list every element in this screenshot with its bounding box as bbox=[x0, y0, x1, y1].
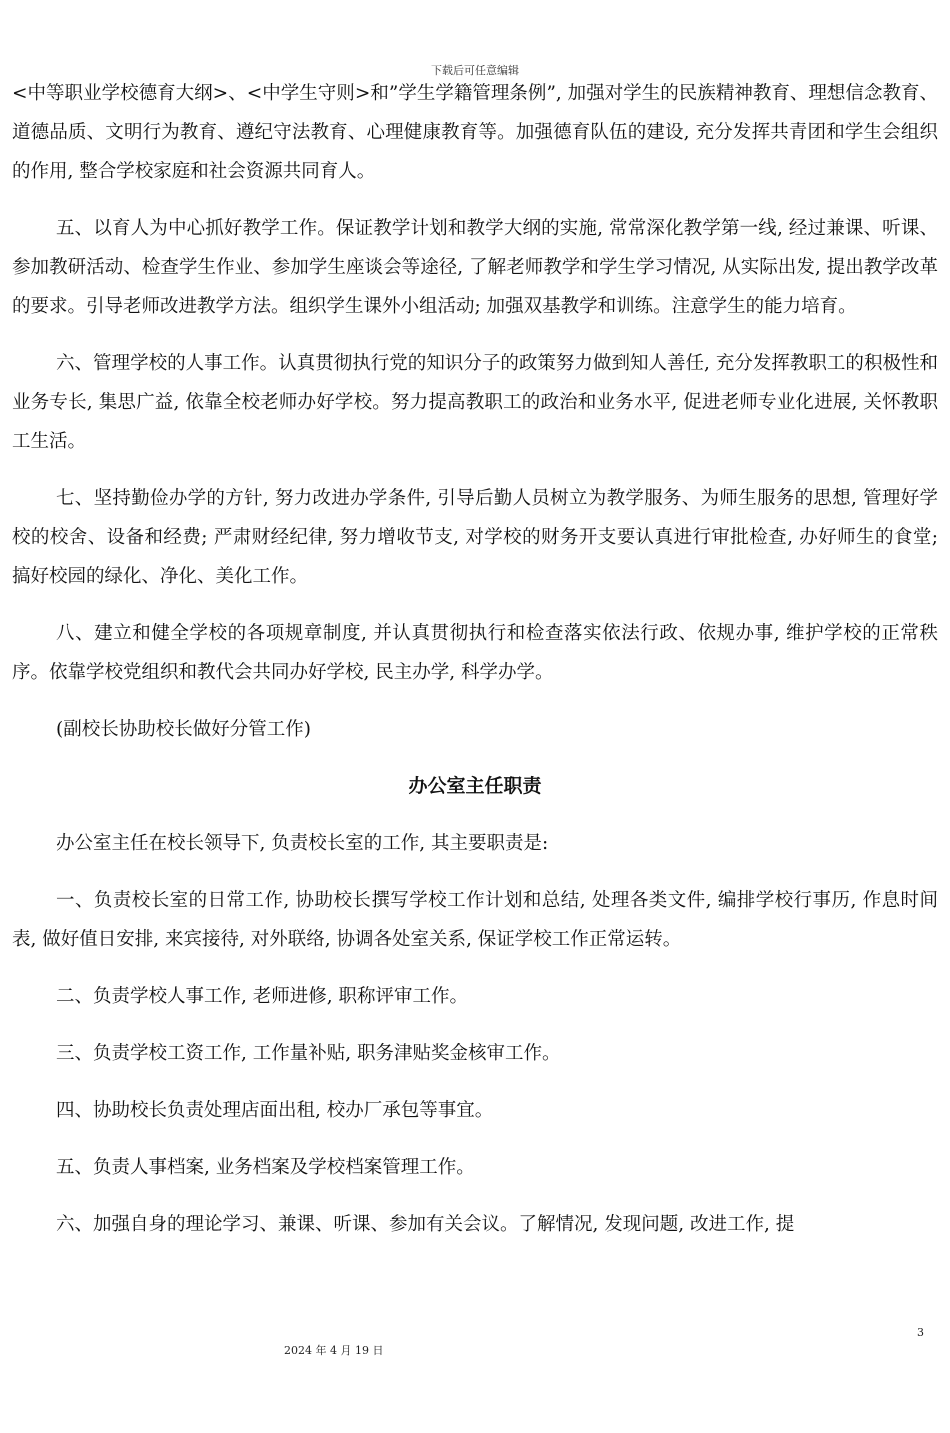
section-item-2: 二、负责学校人事工作, 老师进修, 职称评审工作。 bbox=[56, 986, 469, 1007]
section-item-5: 五、负责人事档案, 业务档案及学校档案管理工作。 bbox=[56, 1157, 475, 1178]
paragraph-item-8: 八、建立和健全学校的各项规章制度, 并认真贯彻执行和检查落实依法行政、依规办事, 维护学校的正常秩序。依靠学校党组织和教代会共同办好学校, 民主办学, 科学办学。 bbox=[12, 623, 938, 683]
paragraph-intro: <中等职业学校德育大纲>、<中学生守则>和”学生学籍管理条例”, 加强对学生的民族精神教育、理想信念教育、道德品质、文明行为教育、遵纪守法教育、心理健康教育等。加强德育队伍的建设, 充分发挥共青团和学生会组织的作用, 整合学校家庭和社会资源共同育人。 bbox=[12, 83, 938, 182]
footer-date: 2024 年 4 月 19 日 bbox=[284, 1344, 384, 1357]
header-note: 下载后可任意编辑 bbox=[431, 64, 519, 77]
paragraph-item-6: 六、管理学校的人事工作。认真贯彻执行党的知识分子的政策努力做到知人善任, 充分发挥教职工的积极性和业务专长, 集思广益, 依靠全校老师办好学校。努力提高教职工的政治和业务水平, 促进老师专业化进展, 关怀教职工生活。 bbox=[12, 353, 938, 452]
paragraph-item-5: 五、以育人为中心抓好教学工作。保证教学计划和教学大纲的实施, 常常深化教学第一线, 经过兼课、听课、参加教研活动、检查学生作业、参加学生座谈会等途径, 了解老师教学和学生学习情况, 从实际出发, 提出教学改革的要求。引导老师改进教学方法。组织学生课外小组活动; 加强双基教学和训练。注意学生的能力培育。 bbox=[12, 218, 938, 317]
section-title: 办公室主任职责 bbox=[408, 775, 542, 797]
document-body bbox=[12, 74, 938, 1262]
section-intro: 办公室主任在校长领导下, 负责校长室的工作, 其主要职责是: bbox=[56, 833, 549, 854]
paragraph-item-7: 七、坚持勤俭办学的方针, 努力改进办学条件, 引导后勤人员树立为教学服务、为师生服务的思想, 管理好学校的校舍、设备和经费; 严肃财经纪律, 努力增收节支, 对学校的财务开支要认真进行审批检查, 办好师生的食堂; 搞好校园的绿化、净化、美化工作。 bbox=[12, 488, 938, 587]
section-item-6: 六、加强自身的理论学习、兼课、听课、参加有关会议。了解情况, 发现问题, 改进工作, 提 bbox=[56, 1214, 795, 1235]
section-item-1: 一、负责校长室的日常工作, 协助校长撰写学校工作计划和总结, 处理各类文件, 编排学校行事历, 作息时间表, 做好值日安排, 来宾接待, 对外联络, 协调各处室关系, 保证学校工作正常运转。 bbox=[12, 890, 938, 950]
paragraph-note: (副校长协助校长做好分管工作) bbox=[56, 719, 311, 740]
section-item-3: 三、负责学校工资工作, 工作量补贴, 职务津贴奖金核审工作。 bbox=[56, 1043, 561, 1064]
page-number: 3 bbox=[917, 1326, 924, 1339]
section-item-4: 四、协助校长负责处理店面出租, 校办厂承包等事宜。 bbox=[56, 1100, 494, 1121]
